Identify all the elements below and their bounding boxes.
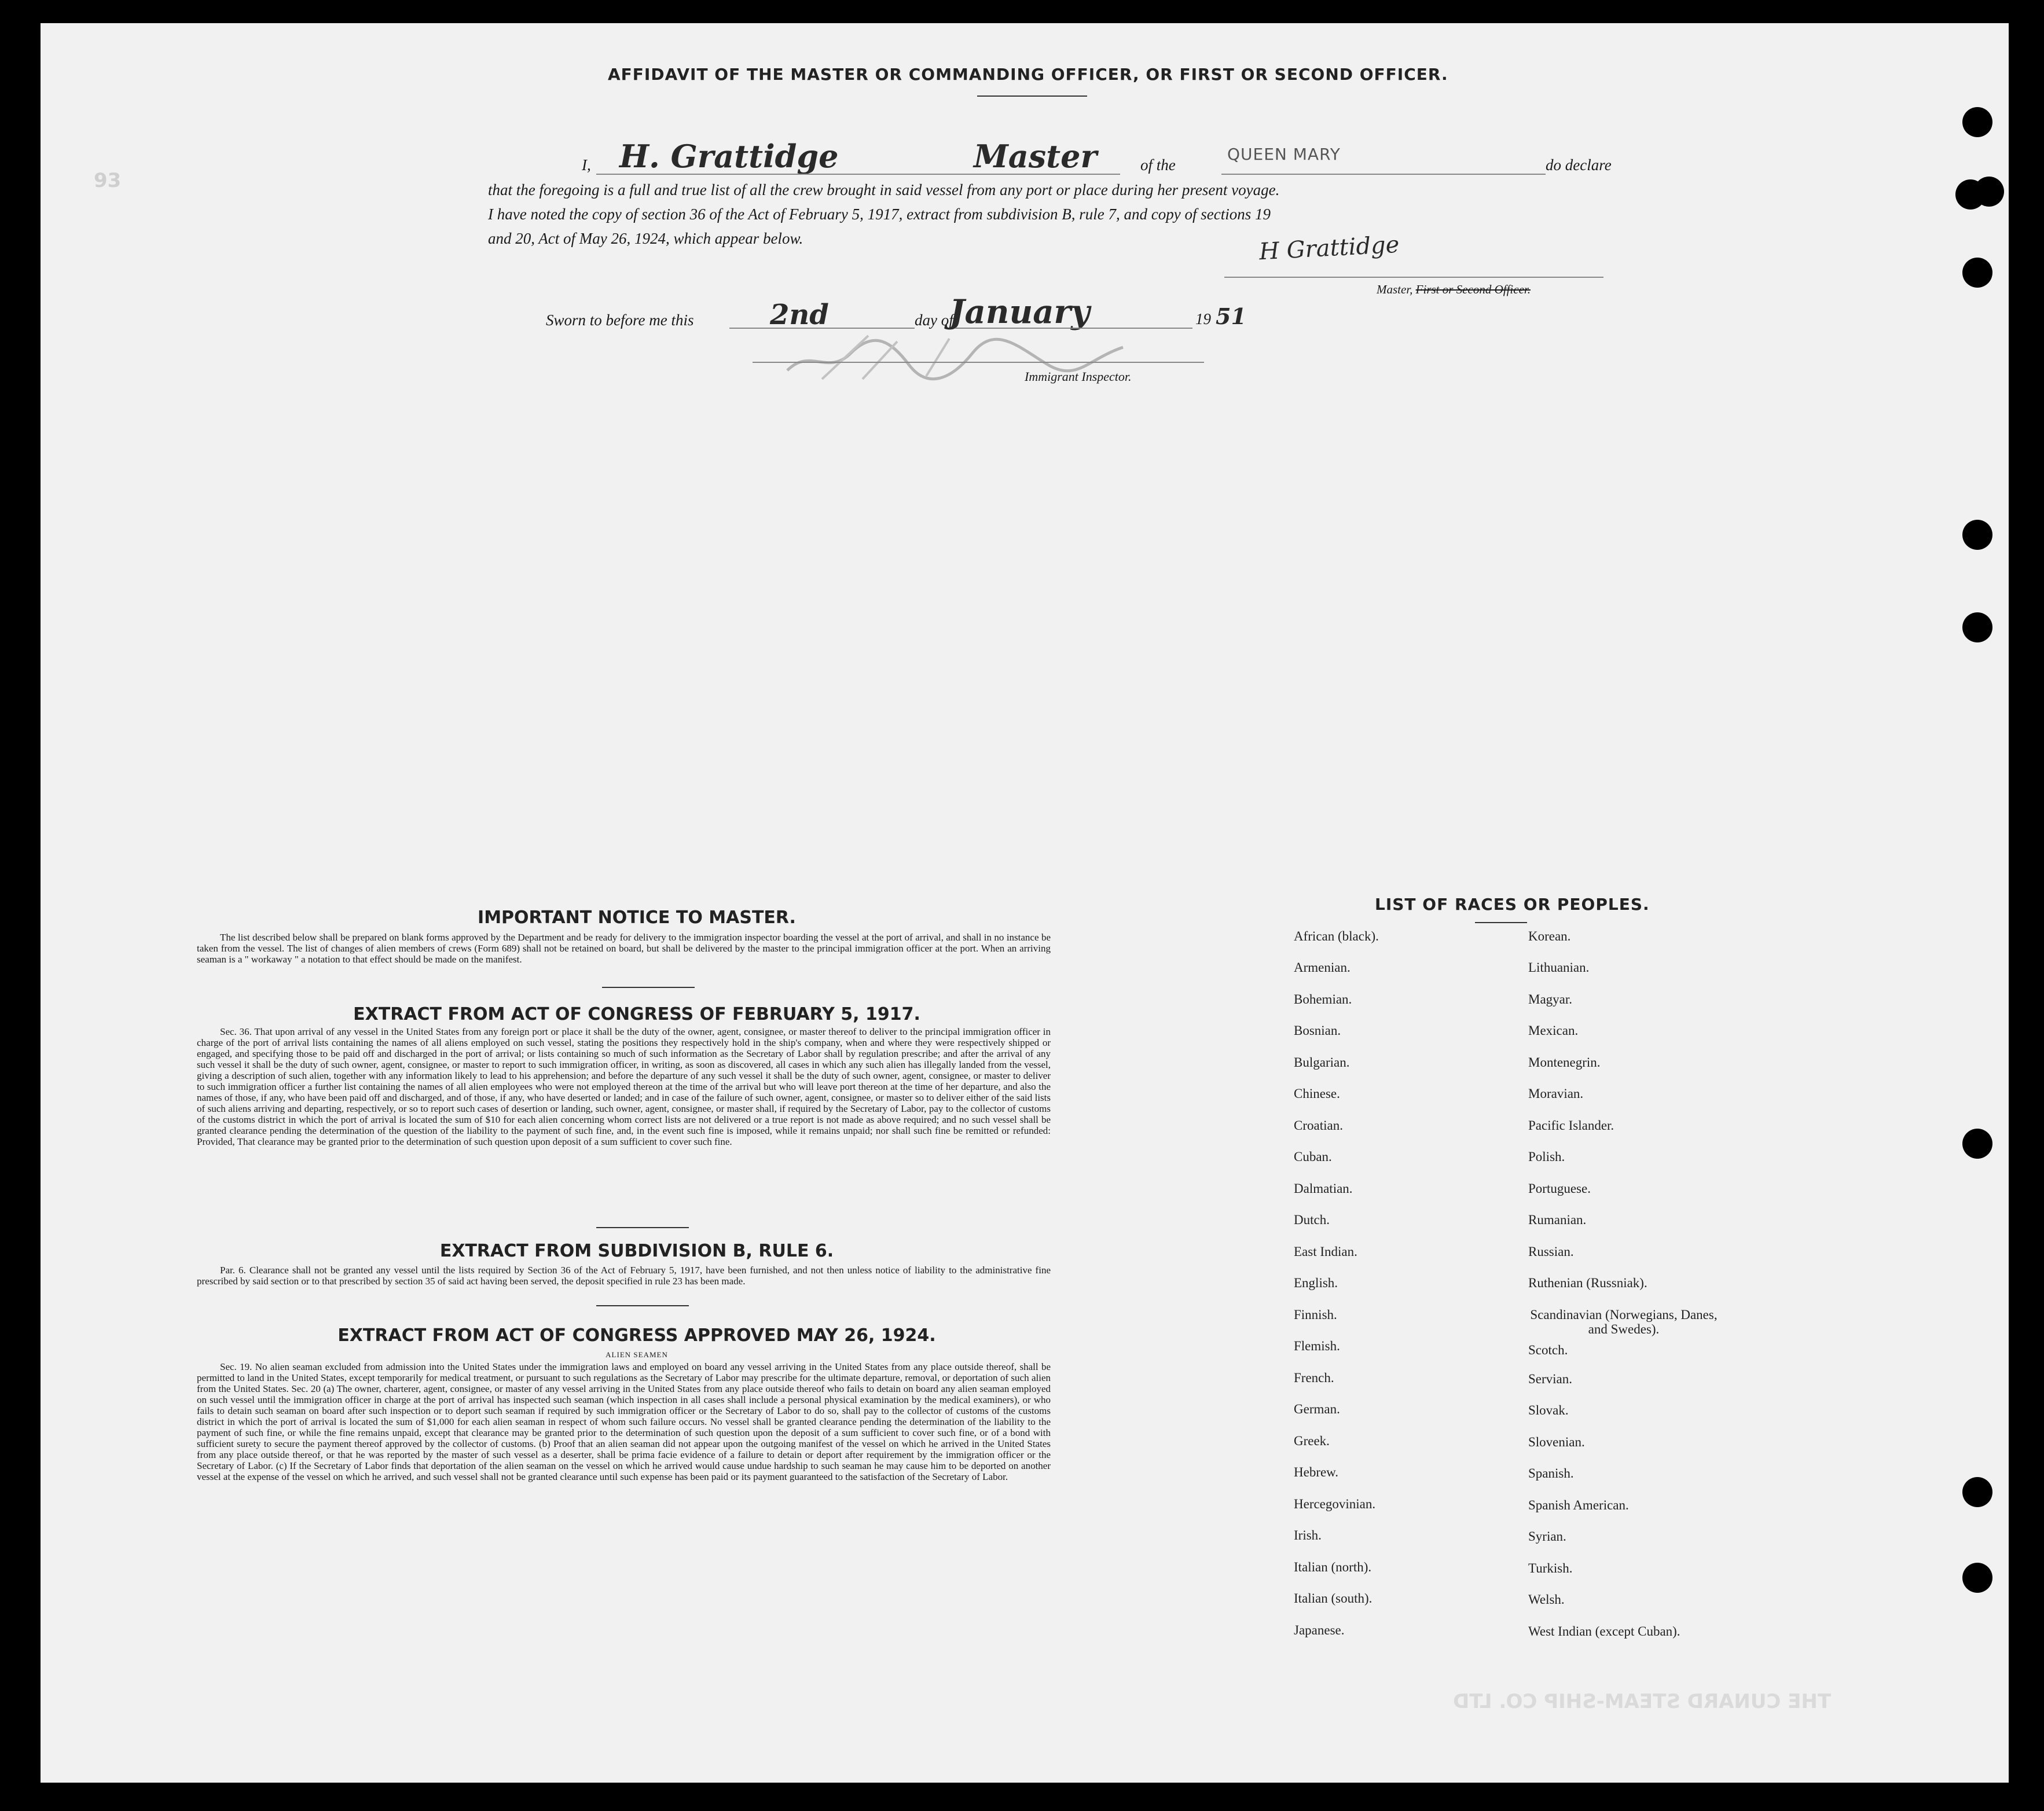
race-item: Magyar.: [1528, 992, 1573, 1006]
extract-1917-heading: EXTRACT FROM ACT OF CONGRESS OF FEBRUARY 5, 1917.: [353, 1004, 920, 1024]
alien-seamen-subheading: ALIEN SEAMEN: [606, 1350, 668, 1359]
declaration-line-4: and 20, Act of May 26, 1924, which appear below.: [488, 230, 803, 247]
extract-1917-text: Sec. 36. That upon arrival of any vessel in the United States from any foreign port or place it shall be the duty of the owner, agent, consignee, or master thereof to deliver to the principal immigration officer in charge of the port of arrival lists containing the names of all aliens employed on such vessel, stating the positions they respectively hold in the ship's company, when and where they were respectively shipped or engaged, and specifying those to be paid off and discharged in the port of arrival; or lists containing so much of such information as the Secretary of Labor shall by regulation prescribe; and after the arrival of any such vessel it shall be the duty of such owner, agent, consignee, or master to report to such immigration officer, in writing, as soon as discovered, all cases in which any such alien has illegally landed from the vessel, giving a description of such alien, together with any information likely to lead to his apprehension; and before the departure of any such vessel it shall be the duty of such owner, agent, consignee, or master to deliver to such immigration officer a further list containing the names of all alien employees who were not employed thereon at the time of the arrival but who will leave port thereon at the time of her departure, and also the names of those, if any, who have been paid off and discharged, and of those, if any, who have deserted or landed; and in case of the failure of such owner, agent, consignee, or master so to deliver either of the said lists of such aliens arriving and departing, respectively, or so to report such cases of desertion or landing, such owner, agent, consignee, or master shall, if required by the Secretary of Labor, pay to the collector of customs of the customs district in which the port of arrival is located the sum of $10 for each alien concerning whom correct lists are not delivered or a true report is not made as above required; and no such vessel shall be granted clearance pending the determination of the question of the liability to the payment of such fine, and, in the event such fine is imposed, while it remains unpaid; nor shall such fine be remitted or refunded: Provided, That clearance may be granted prior to the determination of such question upon deposit of a sum sufficient to cover such fine.: [197, 1026, 1051, 1147]
race-item: Cuban.: [1294, 1149, 1332, 1164]
race-item: Syrian.: [1528, 1529, 1566, 1544]
declaration-line-2: that the foregoing is a full and true list of all the crew brought in said vessel from any port or place during her present voyage.: [488, 181, 1280, 199]
race-item: Montenegrin.: [1528, 1055, 1601, 1070]
race-item: Russian.: [1528, 1244, 1574, 1259]
races-heading: LIST OF RACES OR PEOPLES.: [1375, 895, 1650, 914]
race-item: Slovak.: [1528, 1403, 1569, 1417]
punch-hole: [1962, 1129, 1992, 1159]
race-item: Mexican.: [1528, 1023, 1579, 1038]
title-underline: [977, 95, 1087, 97]
inspector-caption: Immigrant Inspector.: [1025, 369, 1132, 384]
race-item: Croatian.: [1294, 1118, 1343, 1133]
punch-hole: [1974, 177, 2004, 207]
race-item: Rumanian.: [1528, 1213, 1587, 1227]
race-item: African (black).: [1294, 929, 1379, 943]
punch-hole: [1962, 1477, 1992, 1507]
vessel-name: QUEEN MARY: [1227, 145, 1341, 164]
race-item: Flemish.: [1294, 1339, 1340, 1353]
sworn-month-handwritten: January: [949, 293, 1090, 331]
race-item: Moravian.: [1528, 1086, 1584, 1101]
sworn-day-handwritten: 2nd: [770, 299, 829, 331]
race-item: Greek.: [1294, 1434, 1330, 1448]
extract-1924-heading: EXTRACT FROM ACT OF CONGRESS APPROVED MAY 26, 1924.: [337, 1325, 936, 1346]
race-item: Chinese.: [1294, 1086, 1340, 1101]
document-page: [41, 23, 2009, 1783]
race-item: Spanish American.: [1528, 1498, 1629, 1512]
name-line: [596, 174, 1120, 175]
race-item: Slovenian.: [1528, 1435, 1585, 1449]
notice-text: The list described below shall be prepared on blank forms approved by the Department and be ready for delivery to the immigration inspector boarding the vessel at the port of arrival, and shall in no instance be taken from the vessel. The list of changes of alien members of crews (Form 689) shall not be retained on board, but shall be delivered by the master to the principal immigration officer at the port. When an arriving seaman is a " workaway " a notation to that effect should be made on the manifest.: [197, 932, 1051, 965]
master-name-handwritten: H. Grattidge: [619, 138, 839, 175]
race-item: Scotch.: [1528, 1343, 1568, 1357]
race-item: Italian (north).: [1294, 1560, 1372, 1574]
race-item: Japanese.: [1294, 1623, 1345, 1637]
sworn-prefix: Sworn to before me this: [546, 311, 694, 329]
race-item: Turkish.: [1528, 1561, 1573, 1575]
caption-struck-officer: First or Second Officer.: [1415, 282, 1531, 296]
race-item: Dutch.: [1294, 1213, 1330, 1227]
punch-hole: [1962, 1563, 1992, 1593]
punch-hole: [1962, 520, 1992, 550]
caption-master: Master,: [1377, 282, 1413, 296]
do-declare-label: do declare: [1546, 156, 1612, 174]
extract-1924-text: Sec. 19. No alien seaman excluded from admission into the United States under the immigration laws and employed on board any vessel arriving in the United States from any place outside thereof, shall be permitted to land in the United States, except temporarily for medical treatment, or pursuant to such regulations as the Secretary of Labor may prescribe for the ultimate departure, removal, or deportation of such alien from the United States. Sec. 20 (a) The owner, charterer, agent, consignee, or master of any vessel arriving in the United States from any place outside thereof who fails to detain on board any alien seaman employed on such vessel until the immigration officer in charge at the port of arrival has inspected such seaman (which inspection in all cases shall include a personal physical examination by the medical examiners), or who fails to detain such seaman on board after such inspection or to deport such seaman if required by such immigration officer or the Secretary of Labor to do so, shall pay to the collector of customs of the customs district in which the port of arrival is located the sum of $1,000 for each alien seaman in respect of whom such failure occurs. No vessel shall be granted clearance pending the determination of the liability to the payment of such fine, or while the fine remains unpaid, except that clearance may be granted prior to the determination of such question upon the deposit of a sum sufficient to cover such fine, or of a bond with sufficient surety to secure the payment thereof approved by the collector of customs. (b) Proof that an alien seaman did not appear upon the outgoing manifest of the vessel on which he arrived in the United States from any place outside thereof, or that he was reported by the master of such vessel as a deserter, shall be prima facie evidence of a failure to detain or deport after requirement by the immigration officer or the Secretary of Labor. (c) If the Secretary of Labor finds that deportation of the alien seaman on the vessel on which he arrived would cause undue hardship to such seaman he may cause him to be deported on another vessel at the expense of the vessel on which he arrived, and such vessel shall not be granted clearance until such expense has been paid or its payment guaranteed to the satisfaction of the Secretary of Labor.: [197, 1361, 1051, 1482]
race-item: Bulgarian.: [1294, 1055, 1350, 1070]
race-item: Bohemian.: [1294, 992, 1352, 1006]
race-item: Finnish.: [1294, 1307, 1337, 1322]
subdivision-b-text: Par. 6. Clearance shall not be granted any vessel until the lists required by Section 36 of the Act of February 5, 1917, have been furnished, and not then unless notice of liability to the administrative fine prescribed by said section or to that prescribed by section 35 of said act having been served, the deposit specified in rule 23 has been made.: [197, 1265, 1051, 1287]
race-item: Hebrew.: [1294, 1465, 1339, 1479]
rank-handwritten: Master: [974, 138, 1097, 175]
master-signature: H Grattidge: [1258, 231, 1400, 266]
race-item: Irish.: [1294, 1528, 1322, 1542]
notice-divider: [602, 987, 695, 988]
race-item: Italian (south).: [1294, 1591, 1373, 1606]
subdivision-b-heading: EXTRACT FROM SUBDIVISION B, RULE 6.: [439, 1241, 834, 1261]
subdivision-b-divider: [596, 1305, 689, 1306]
race-item: Portuguese.: [1528, 1181, 1591, 1196]
race-item: Servian.: [1528, 1372, 1573, 1386]
race-item: Scandinavian (Norwegians, Danes, and Swedes).: [1530, 1307, 1718, 1336]
race-item: Dalmatian.: [1294, 1181, 1353, 1196]
race-item: East Indian.: [1294, 1244, 1357, 1259]
i-label: I,: [582, 156, 591, 174]
year-suffix-handwritten: 51: [1216, 303, 1246, 329]
races-divider: [1475, 922, 1527, 923]
race-item: Korean.: [1528, 929, 1571, 943]
punch-hole: [1962, 258, 1992, 288]
vessel-line: [1221, 174, 1546, 175]
race-item: Spanish.: [1528, 1466, 1574, 1481]
race-item: Polish.: [1528, 1149, 1565, 1164]
faint-company-stamp: THE CUNARD STEAM-SHIP CO. LTD: [1453, 1690, 1832, 1713]
race-item: Hercegovinian.: [1294, 1497, 1376, 1511]
race-item: Armenian.: [1294, 960, 1351, 975]
punch-hole: [1962, 612, 1992, 642]
day-of-label: day of: [915, 311, 953, 329]
affidavit-title: AFFIDAVIT OF THE MASTER OR COMMANDING OFFICER, OR FIRST OR SECOND OFFICER.: [608, 65, 1448, 84]
inspector-line: [753, 362, 1204, 363]
race-item: Bosnian.: [1294, 1023, 1341, 1038]
notice-heading: IMPORTANT NOTICE TO MASTER.: [478, 908, 796, 928]
punch-hole: [1962, 107, 1992, 137]
declaration-line-3: I have noted the copy of section 36 of the Act of February 5, 1917, extract from subdivision B, rule 7, and copy of sections 19: [488, 205, 1271, 223]
race-item: Pacific Islander.: [1528, 1118, 1614, 1133]
declaration-line-1: [41, 139, 2009, 185]
race-item: Ruthenian (Russniak).: [1528, 1276, 1647, 1290]
margin-page-number: 93: [94, 169, 122, 192]
signature-line: [1224, 277, 1603, 278]
of-the-label: of the: [1140, 156, 1176, 174]
race-item: Welsh.: [1528, 1592, 1565, 1607]
race-item: Lithuanian.: [1528, 960, 1590, 975]
year-prefix: 19: [1195, 310, 1211, 328]
extract-1917-divider: [596, 1227, 689, 1228]
race-item: English.: [1294, 1276, 1338, 1290]
race-item: French.: [1294, 1371, 1334, 1385]
race-item: West Indian (except Cuban).: [1528, 1624, 1680, 1639]
race-item: German.: [1294, 1402, 1340, 1416]
